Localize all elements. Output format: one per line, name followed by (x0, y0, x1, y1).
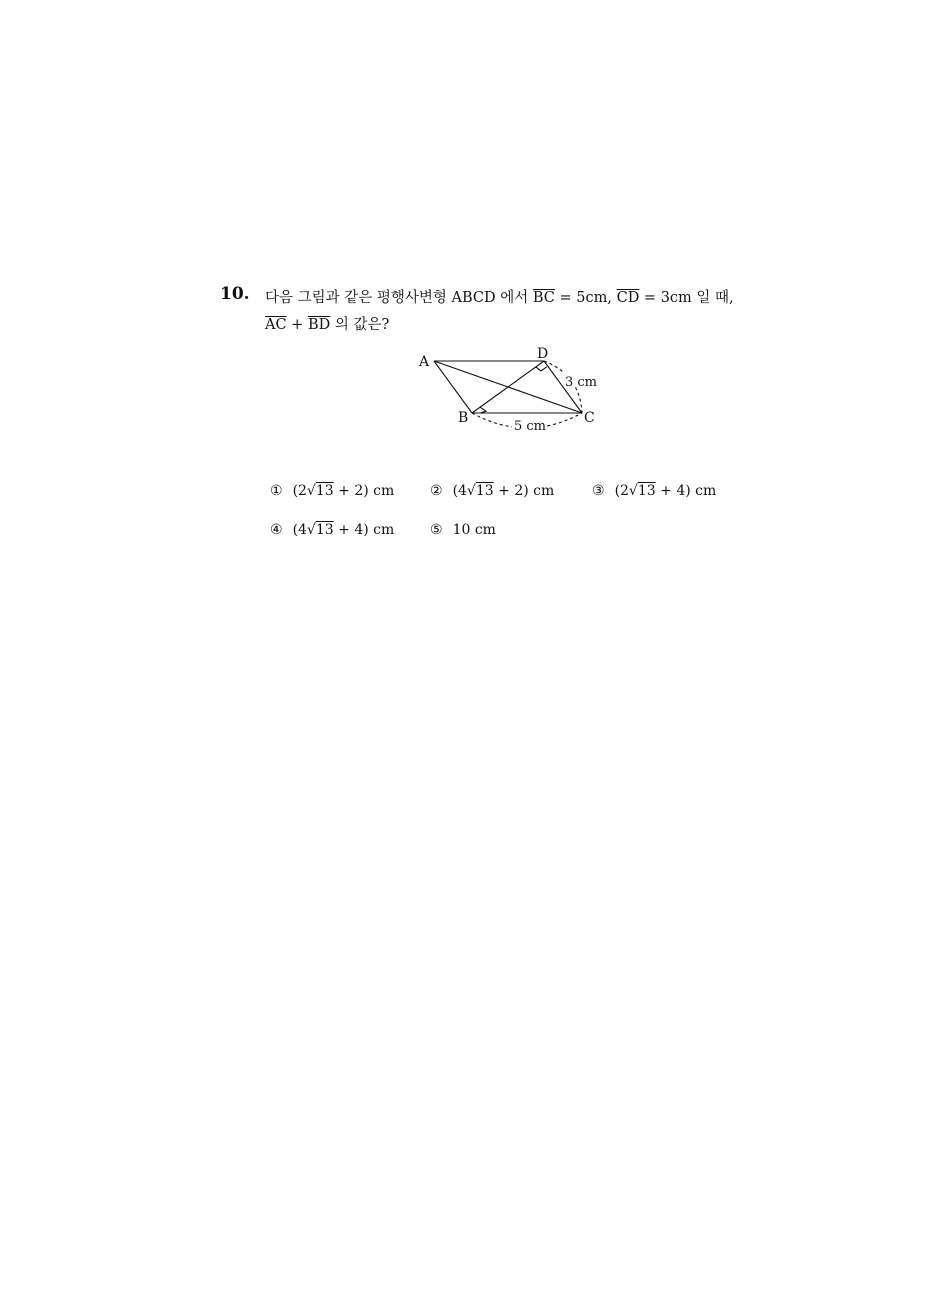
label-c: C (584, 410, 595, 426)
choice-1[interactable] (270, 483, 394, 499)
question-number: 10. (220, 284, 250, 304)
choice-pre: (2√ (292, 483, 316, 499)
choice-mark: ⑤ (430, 522, 443, 538)
segment-ac: $\overline{AC}$ (265, 317, 287, 333)
question-mid1: = 5cm, (554, 290, 617, 306)
right-angle-b (480, 407, 486, 413)
choice-radicand: 13 (315, 483, 334, 499)
choice-post: + 4) cm (333, 522, 395, 538)
choice-pre: 10 cm (452, 522, 496, 538)
choice-post: + 2) cm (333, 483, 395, 499)
choice-pre: (2√ (614, 483, 638, 499)
choice-mark: ④ (270, 522, 283, 538)
label-bc-length: 5 cm (514, 419, 547, 434)
choice-pre: (4√ (292, 522, 316, 538)
choice-radicand: 13 (475, 483, 494, 499)
right-angle-d (536, 367, 547, 371)
question-suffix: 의 값은? (330, 317, 390, 333)
choice-mark: ① (270, 483, 283, 499)
question-mid2: = 3cm 일 때, (639, 290, 734, 306)
choice-radicand: 13 (315, 522, 334, 538)
question-prefix: 다음 그림과 같은 평행사변형 ABCD 에서 (265, 290, 533, 306)
choice-3[interactable] (592, 483, 716, 499)
plus-sign: + (286, 317, 308, 333)
question-text-line1 (265, 286, 734, 307)
choice-mark: ③ (592, 483, 605, 499)
label-d: D (537, 346, 549, 362)
choice-4[interactable] (270, 522, 394, 538)
choice-mark: ② (430, 483, 443, 499)
side-ab (434, 361, 472, 413)
label-b: B (458, 410, 469, 426)
choice-post: + 2) cm (493, 483, 555, 499)
choice-post: + 4) cm (655, 483, 717, 499)
choice-2[interactable] (430, 483, 554, 499)
choice-5[interactable] (430, 522, 496, 538)
segment-bd: $\overline{BD}$ (307, 317, 331, 333)
diagonal-bd (472, 361, 544, 413)
label-cd-length: 3 cm (565, 375, 598, 390)
label-a: A (419, 354, 430, 370)
choice-radicand: 13 (637, 483, 656, 499)
choice-pre: (4√ (452, 483, 476, 499)
segment-cd: $\overline{CD}$ (616, 290, 640, 306)
segment-bc: $\overline{BC}$ (532, 290, 555, 306)
question-text-line2 (265, 313, 389, 334)
parallelogram-figure (410, 340, 610, 440)
